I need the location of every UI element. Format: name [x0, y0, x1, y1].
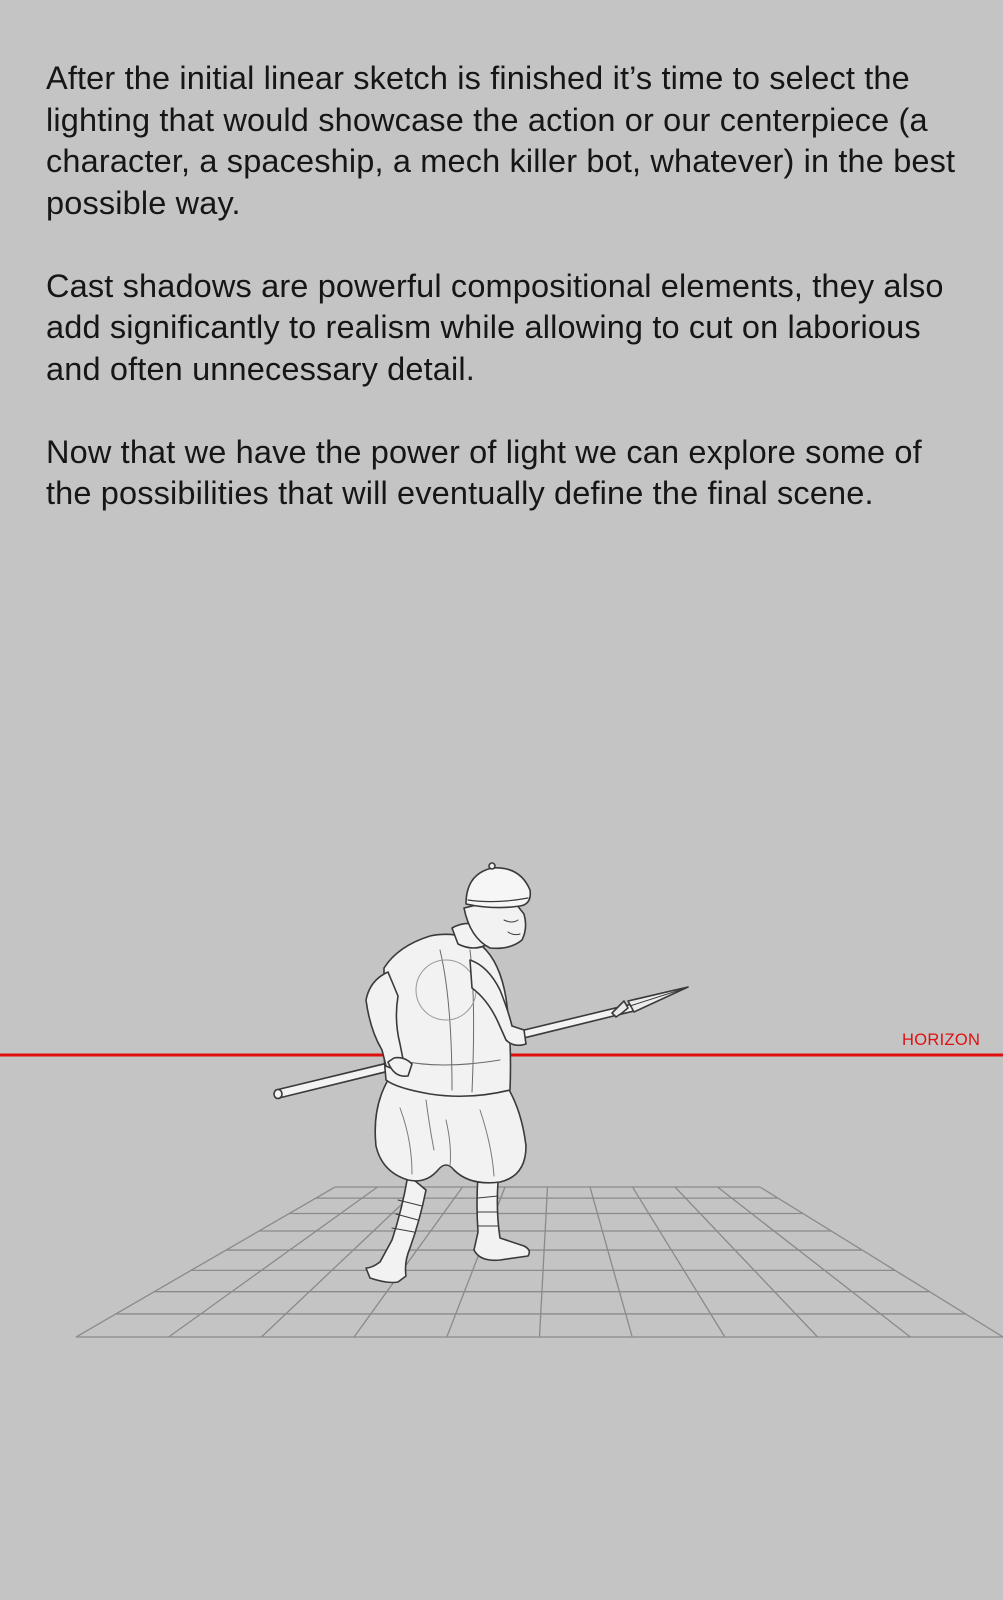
ground-grid [76, 1187, 1003, 1337]
paragraph-3: Now that we have the power of light we can explore some of the possibilities that will eventually define the final scene. [46, 433, 922, 511]
horizon-label: HORIZON [902, 1031, 981, 1049]
spearman-figure [274, 863, 688, 1283]
paragraph-1: After the initial linear sketch is finished it’s time to select the lighting that would showcase the action or our centerpiece (a character, a spaceship, a mech killer bot, whatever) in the best possible way. [46, 60, 956, 221]
paragraph-2: Cast shadows are powerful compositional elements, they also add significantly to realism while allowing to cut on laborious and often unnecessary detail. [46, 267, 944, 387]
